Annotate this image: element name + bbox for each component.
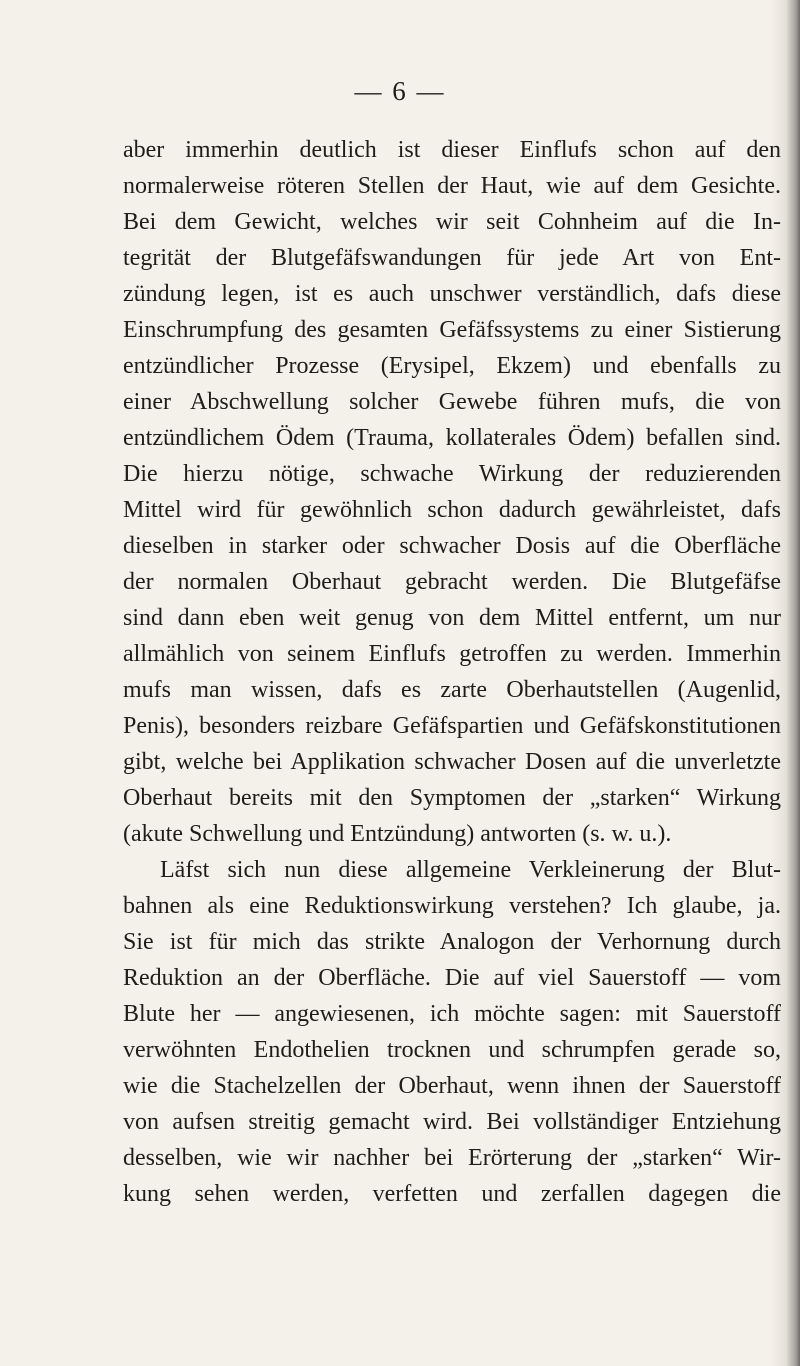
text-line: zündung legen, ist es auch unschwer verständlich, dafs diese (123, 281, 781, 307)
text-line: Mittel wird für gewöhnlich schon dadurch gewährleistet, dafs (123, 497, 781, 523)
body-text (123, 132, 781, 1212)
text-line: der normalen Oberhaut gebracht werden. Die Blutgefäfse (123, 569, 781, 595)
text-line: (akute Schwellung und Entzündung) antworten (s. w. u.). (123, 821, 672, 847)
text-line: Blute her — angewiesenen, ich möchte sagen: mit Sauerstoff (123, 1001, 781, 1027)
text-line: gibt, welche bei Applikation schwacher Dosen auf die unverletzte (123, 749, 781, 775)
text-line: von aufsen streitig gemacht wird. Bei vollständiger Entziehung (123, 1109, 781, 1135)
text-line: Reduktion an der Oberfläche. Die auf viel Sauerstoff — vom (123, 965, 781, 991)
text-line: tegrität der Blutgefäfswandungen für jede Art von Ent- (123, 245, 781, 271)
text-line: Einschrumpfung des gesamten Gefäfssystems zu einer Sistierung (123, 317, 781, 343)
text-line: verwöhnten Endothelien trocknen und schrumpfen gerade so, (123, 1037, 781, 1063)
paragraph-start-line: Läfst sich nun diese allgemeine Verkleinerung der Blut- (160, 857, 781, 883)
text-line: Bei dem Gewicht, welches wir seit Cohnheim auf die In- (123, 209, 781, 235)
text-line: allmählich von seinem Einflufs getroffen zu werden. Immerhin (123, 641, 781, 667)
text-line: entzündlicher Prozesse (Erysipel, Ekzem) und ebenfalls zu (123, 353, 781, 379)
text-line: einer Abschwellung solcher Gewebe führen mufs, die von (123, 389, 781, 415)
text-line: Sie ist für mich das strikte Analogon der Verhornung durch (123, 929, 781, 955)
text-line: normalerweise röteren Stellen der Haut, wie auf dem Gesichte. (123, 173, 781, 199)
text-line: entzündlichem Ödem (Trauma, kollaterales Ödem) befallen sind. (123, 425, 781, 451)
text-line: Penis), besonders reizbare Gefäfspartien und Gefäfskonstitutionen (123, 713, 781, 739)
text-line: dieselben in starker oder schwacher Dosis auf die Oberfläche (123, 533, 781, 559)
text-line: mufs man wissen, dafs es zarte Oberhautstellen (Augenlid, (123, 677, 781, 703)
text-line: aber immerhin deutlich ist dieser Einflufs schon auf den (123, 137, 781, 163)
text-line: wie die Stachelzellen der Oberhaut, wenn ihnen der Sauerstoff (123, 1073, 781, 1099)
text-line: desselben, wie wir nachher bei Erörterung der „starken“ Wir- (123, 1145, 781, 1171)
text-line: Die hierzu nötige, schwache Wirkung der reduzierenden (123, 461, 781, 487)
page-number: — 6 — (354, 76, 446, 106)
text-line: sind dann eben weit genug von dem Mittel entfernt, um nur (123, 605, 781, 631)
text-line: Oberhaut bereits mit den Symptomen der „starken“ Wirkung (123, 785, 781, 811)
text-line: bahnen als eine Reduktionswirkung verstehen? Ich glaube, ja. (123, 893, 781, 919)
text-line: kung sehen werden, verfetten und zerfallen dagegen die (123, 1181, 781, 1207)
page-edge-shadow (786, 0, 800, 1366)
